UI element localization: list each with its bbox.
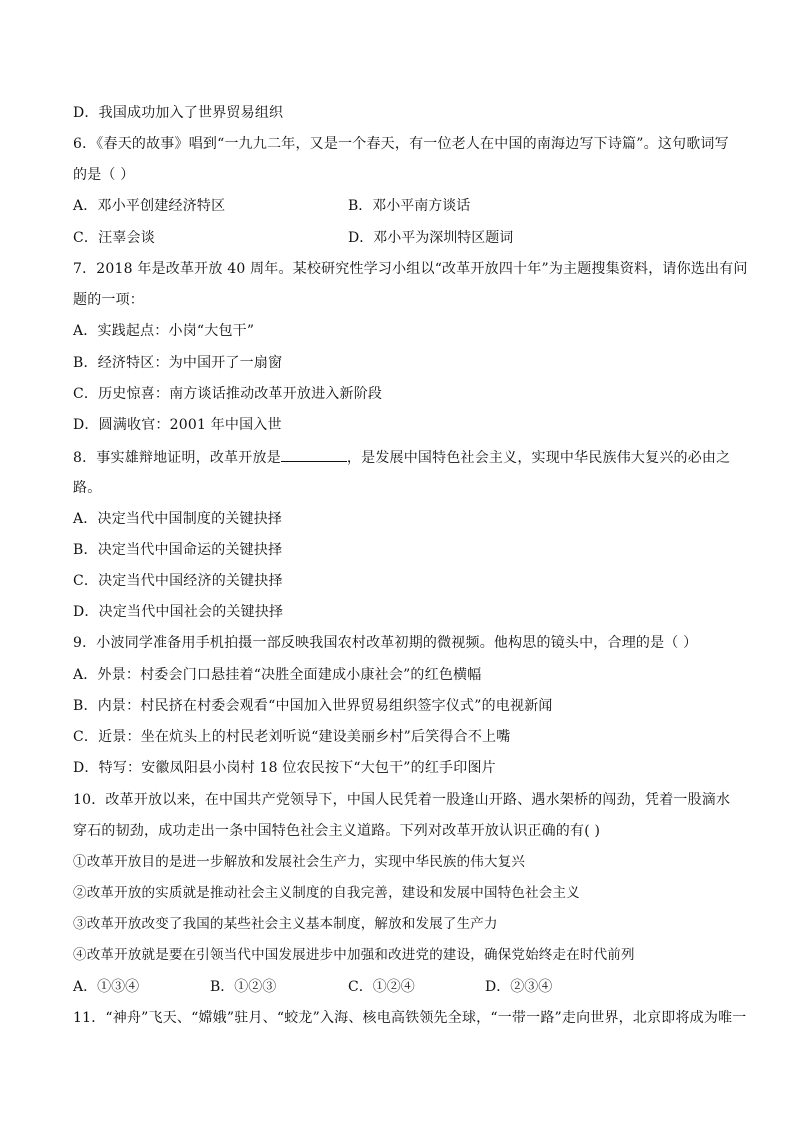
q8-option-c: C．决定当代中国经济的关键抉择 bbox=[73, 573, 283, 589]
q7-stem-line1: 7．2018 年是改革开放 40 周年。某校研究性学习小组以“改革开放四十年”为主题搜集资料，请你选出有问 bbox=[73, 261, 748, 277]
q8-stem-line2: 路。 bbox=[73, 480, 102, 496]
q7-stem-line2: 题的一项： bbox=[73, 292, 144, 308]
q8-option-b: B．决定当代中国命运的关键抉择 bbox=[73, 542, 283, 558]
q10-item-4: ④改革开放就是要在引领当代中国发展进步中加强和改进党的建设，确保党始终走在时代前列 bbox=[73, 947, 635, 963]
q8-stem-part1: 8．事实雄辩地证明，改革开放是 bbox=[73, 450, 281, 466]
q6-stem-line2: 的是（ ） bbox=[73, 167, 135, 183]
q7-option-d: D．圆满收官：2001 年中国入世 bbox=[73, 417, 282, 433]
q8-option-d: D．决定当代中国社会的关键抉择 bbox=[73, 604, 284, 620]
q10-stem-line1: 10．改革开放以来，在中国共产党领导下，中国人民凭着一股逢山开路、遇水架桥的闯劲，凭着一股滴水 bbox=[73, 792, 731, 808]
q8-stem-line1 bbox=[73, 447, 731, 468]
q10-option-a: A．①③④ bbox=[73, 979, 140, 995]
q8-stem-part2: ，是发展中国特色社会主义，实现中华民族伟大复兴的必由之 bbox=[346, 450, 731, 466]
q9-option-b: B．内景：村民挤在村委会观看“中国加入世界贸易组织签字仪式”的电视新闻 bbox=[73, 698, 553, 714]
q7-option-c: C．历史惊喜：南方谈话推动改革开放进入新阶段 bbox=[73, 386, 383, 402]
answer-blank bbox=[281, 447, 347, 462]
q6-option-b: B．邓小平南方谈话 bbox=[348, 198, 471, 214]
q7-option-a: A．实践起点：小岗“大包干” bbox=[73, 323, 255, 339]
q6-option-d: D．邓小平为深圳特区题词 bbox=[348, 230, 514, 246]
q9-option-d: D．特写：安徽凤阳县小岗村 18 位农民按下“大包干”的红手印图片 bbox=[73, 760, 496, 776]
q6-stem-line1: 6．《春天的故事》唱到“一九九二年，又是一个春天，有一位老人在中国的南海边写下诗篇”。这句歌词写 bbox=[73, 136, 729, 152]
q10-option-b: B．①②③ bbox=[210, 979, 277, 995]
q10-stem-line2: 穿石的韧劲，成功走出一条中国特色社会主义道路。下列对改革开放认识正确的有( ) bbox=[73, 823, 601, 839]
q10-item-3: ③改革开放改变了我国的某些社会主义基本制度，解放和发展了生产力 bbox=[73, 916, 498, 932]
q10-item-1: ①改革开放目的是进一步解放和发展社会生产力，实现中华民族的伟大复兴 bbox=[73, 854, 526, 870]
q11-stem-line1: 11．“神舟”飞天、“嫦娥”驻月、“蛟龙”入海、核电高铁领先全球，“一带一路”走向世界，北京即将成为唯一 bbox=[73, 1010, 747, 1026]
q6-option-a: A．邓小平创建经济特区 bbox=[73, 198, 226, 214]
q10-option-c: C．①②④ bbox=[348, 979, 415, 995]
q9-option-c: C．近景：坐在炕头上的村民老刘听说“建设美丽乡村”后笑得合不上嘴 bbox=[73, 729, 511, 745]
q7-option-b: B．经济特区：为中国开了一扇窗 bbox=[73, 355, 283, 371]
q5-option-d: D．我国成功加入了世界贸易组织 bbox=[73, 105, 284, 121]
q9-option-a: A．外景：村委会门口悬挂着“决胜全面建成小康社会”的红色横幅 bbox=[73, 667, 482, 683]
q10-item-2: ②改革开放的实质就是推动社会主义制度的自我完善，建设和发展中国特色社会主义 bbox=[73, 885, 580, 901]
q8-option-a: A．决定当代中国制度的关键抉择 bbox=[73, 511, 283, 527]
q9-stem: 9．小波同学准备用手机拍摄一部反映我国农村改革初期的微视频。他构思的镜头中，合理的是（ ） bbox=[73, 635, 698, 651]
q6-option-c: C．汪辜会谈 bbox=[73, 230, 155, 246]
q10-option-d: D．②③④ bbox=[485, 979, 553, 995]
